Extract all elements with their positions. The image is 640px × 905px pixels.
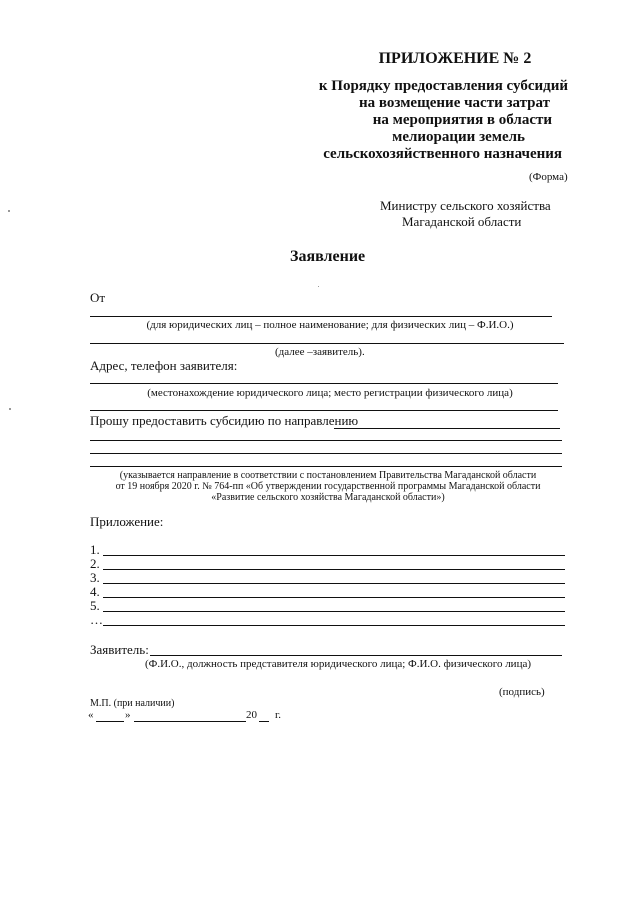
attachment-item-4-line[interactable]: [103, 597, 565, 598]
direction-line-3[interactable]: [90, 466, 562, 467]
applicant-hint: (далее –заявитель).: [275, 346, 365, 358]
header-line-2: на возмещение части затрат: [359, 95, 550, 111]
header-line-4: мелиорации земель: [392, 129, 525, 145]
date-year-suffix: г.: [275, 709, 282, 721]
signer-hint: (Ф.И.О., должность представителя юридического лица; Ф.И.О. физического лица): [145, 658, 532, 670]
direction-hint-1: (указывается направление в соответствии с постановлением Правительства Магаданской области: [119, 470, 537, 481]
direction-line-1[interactable]: [90, 440, 562, 441]
date-open-quote: «: [88, 709, 94, 721]
date-month-line[interactable]: [134, 721, 246, 722]
attachment-item-more: …: [90, 612, 103, 627]
direction-hint-3: «Развитие сельского хозяйства Магаданской области»): [211, 492, 445, 503]
signer-line[interactable]: [150, 655, 562, 656]
attachment-item-more-line[interactable]: [103, 625, 565, 626]
header-line-1: к Порядку предоставления субсидий: [318, 78, 568, 94]
appendix-title: ПРИЛОЖЕНИЕ № 2: [378, 50, 532, 67]
form-mark: (Форма): [529, 171, 568, 183]
attachment-item-2-line[interactable]: [103, 569, 565, 570]
signer-label: Заявитель:: [90, 642, 149, 657]
attachment-item-4-number: 4.: [90, 584, 100, 599]
attachment-item-3-number: 3.: [90, 570, 100, 585]
attachment-item-5-number: 5.: [90, 598, 100, 613]
request-line[interactable]: [334, 428, 560, 429]
document-title: Заявление: [290, 248, 366, 265]
attachment-item-1-number: 1.: [90, 542, 100, 557]
attachments-label: Приложение:: [90, 514, 164, 529]
signature-hint: (подпись): [499, 686, 545, 698]
from-label: От: [90, 290, 106, 305]
recipient-line-1: Министру сельского хозяйства: [380, 198, 551, 213]
date-close-quote: »: [125, 709, 131, 721]
direction-line-2[interactable]: [90, 453, 562, 454]
address-label: Адрес, телефон заявителя:: [90, 358, 238, 373]
stamp-label: М.П. (при наличии): [90, 698, 175, 709]
date-year-prefix: 20: [246, 709, 257, 721]
address-hint: (местонахождение юридического лица; место регистрации физического лица): [147, 387, 513, 399]
date-year-line[interactable]: [259, 721, 269, 722]
scan-speck: [318, 286, 319, 287]
header-line-5: сельскохозяйственного назначения: [323, 146, 562, 162]
scan-speck: [9, 408, 11, 410]
date-day-line[interactable]: [96, 721, 124, 722]
direction-hint-2: от 19 ноября 2020 г. № 764-пп «Об утверждении государственной программы Магаданской области: [115, 481, 541, 492]
recipient-line-2: Магаданской области: [402, 214, 522, 229]
request-label: Прошу предоставить субсидию по направлению: [90, 413, 359, 428]
from-line-2[interactable]: [90, 343, 564, 344]
address-line[interactable]: [90, 383, 558, 384]
attachment-item-5-line[interactable]: [103, 611, 565, 612]
attachment-item-1-line[interactable]: [103, 555, 565, 556]
from-line[interactable]: [90, 316, 552, 317]
address-line-2[interactable]: [90, 410, 558, 411]
attachment-item-3-line[interactable]: [103, 583, 565, 584]
scan-speck: [8, 210, 10, 212]
attachment-item-2-number: 2.: [90, 556, 100, 571]
header-line-3: на мероприятия в области: [372, 112, 552, 128]
from-hint: (для юридических лиц – полное наименование; для физических лиц – Ф.И.О.): [146, 319, 514, 331]
